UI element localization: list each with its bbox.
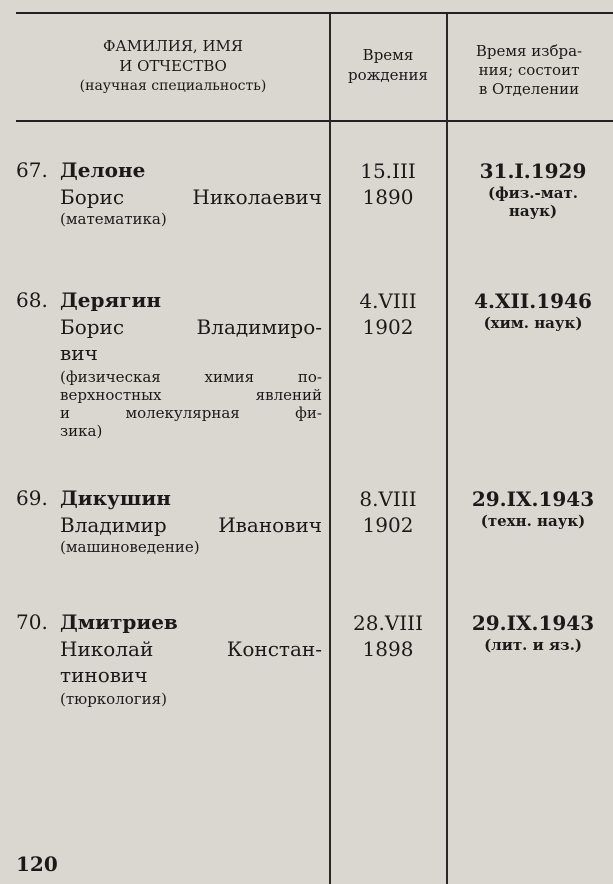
entry-surname: Дмитриев [60, 610, 178, 634]
entry-birth [332, 486, 444, 538]
entry-given-name: Борис Николаевич [60, 185, 322, 209]
entry-birth [332, 610, 444, 662]
entry-dept-line: наук) [508, 202, 558, 220]
entry-birth-year: 1890 [362, 185, 414, 209]
entry-elected-date: 31.I.1929 [479, 159, 587, 183]
entry-specialty: (физическая химия по- [60, 368, 322, 386]
entry-elected [450, 158, 613, 220]
entry-given-name-cont: тинович [60, 663, 148, 687]
column-divider-1 [329, 14, 331, 884]
entry-surname: Делоне [60, 158, 146, 182]
column-divider-2 [446, 14, 448, 884]
entry-birth-year: 1902 [362, 513, 414, 537]
entry-dept-line: (лит. и яз.) [484, 636, 582, 654]
entry-elected [450, 288, 613, 332]
entry-given-name: Борис Владимиро- [60, 315, 322, 339]
entry-specialty: верхностных явлений [60, 386, 322, 404]
header-name-line1: ФАМИЛИЯ, ИМЯ [102, 37, 244, 55]
entry-number: 70. [16, 610, 48, 634]
entry-elected-date: 4.XII.1946 [474, 289, 592, 313]
table-top-rule [16, 12, 613, 14]
entry-number: 67. [16, 158, 48, 182]
entry-surname: Дикушин [60, 486, 171, 510]
entry-birth-year: 1898 [362, 637, 414, 661]
header-elected-line2: ния; состоит [478, 61, 580, 79]
header-name-column [20, 36, 326, 96]
entry-birth-date: 4.VIII [359, 289, 417, 313]
entry-birth-date: 8.VIII [359, 487, 417, 511]
entry-specialty: (машиноведение) [60, 538, 200, 556]
entry-birth [332, 158, 444, 210]
entry-specialty: и молекулярная фи- [60, 404, 322, 422]
header-birth-column [332, 45, 444, 85]
entry-elected-date: 29.IX.1943 [471, 487, 595, 511]
entry-elected [450, 486, 613, 530]
entry-specialty: (тюркология) [60, 690, 167, 708]
entry-birth-year: 1902 [362, 315, 414, 339]
page-number: 120 [16, 852, 58, 876]
entry-birth-date: 15.III [360, 159, 416, 183]
entry-number: 69. [16, 486, 48, 510]
entry-specialty: (математика) [60, 210, 167, 228]
entry-given-name: Владимир Иванович [60, 513, 322, 537]
header-name-line2: И ОТЧЕСТВО [119, 57, 227, 75]
entry-birth-date: 28.VIII [353, 611, 423, 635]
entry-surname: Дерягин [60, 288, 161, 312]
header-bottom-rule [16, 120, 613, 122]
entry-dept-line: (хим. наук) [483, 314, 583, 332]
entry-number: 68. [16, 288, 48, 312]
header-elected-column [449, 42, 609, 99]
entry-birth [332, 288, 444, 340]
entry-given-name-cont: вич [60, 341, 98, 365]
header-name-line3: (научная специальность) [79, 78, 267, 94]
header-birth-line1: Время [362, 46, 414, 64]
entry-given-name: Николай Констан- [60, 637, 322, 661]
entry-dept-line: (физ.-мат. [487, 184, 579, 202]
entry-dept-line: (техн. наук) [480, 512, 586, 530]
header-elected-line1: Время избра- [475, 42, 583, 60]
entry-specialty: зика) [60, 422, 103, 440]
header-elected-line3: в Отделении [478, 80, 580, 98]
entry-elected [450, 610, 613, 654]
header-birth-line2: рождения [347, 66, 428, 84]
entry-elected-date: 29.IX.1943 [471, 611, 595, 635]
